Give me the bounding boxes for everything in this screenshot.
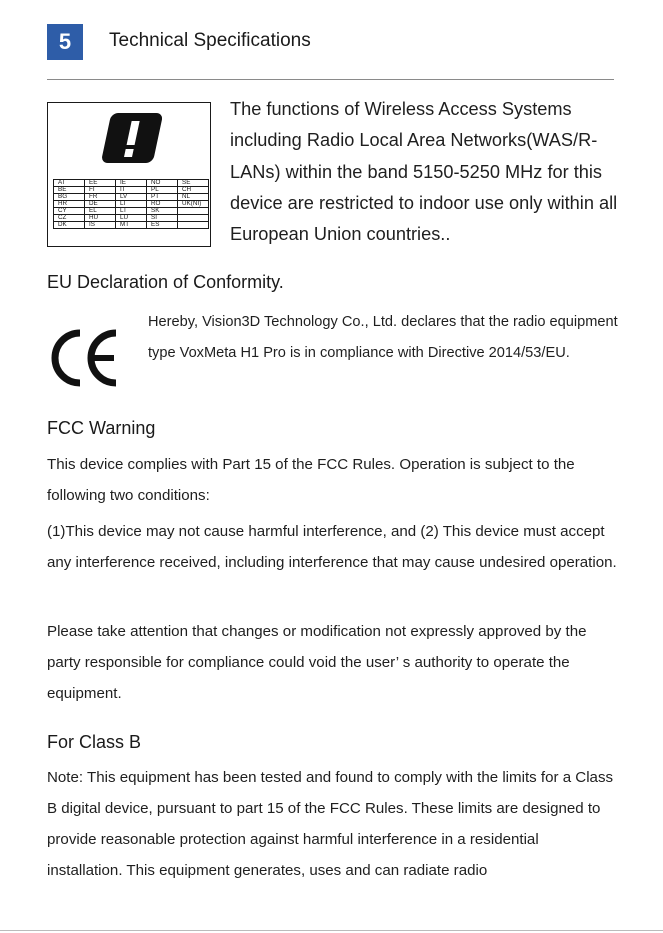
country-code-cell: IE bbox=[116, 180, 147, 187]
country-code-cell: LV bbox=[116, 194, 147, 201]
country-code-cell: UK(NI) bbox=[178, 201, 209, 208]
country-code-cell: LT bbox=[116, 208, 147, 215]
country-code-cell: CY bbox=[54, 208, 85, 215]
country-code-cell: ES bbox=[147, 222, 178, 229]
country-code-cell: BG bbox=[54, 194, 85, 201]
country-row bbox=[54, 222, 209, 229]
country-code-cell: MT bbox=[116, 222, 147, 229]
country-code-cell: LU bbox=[116, 215, 147, 222]
eu-declaration-heading: EU Declaration of Conformity. bbox=[47, 272, 284, 292]
page-bottom-rule bbox=[0, 930, 663, 931]
country-code-cell: DK bbox=[54, 222, 85, 229]
country-code-cell: IT bbox=[116, 187, 147, 194]
country-code-cell bbox=[178, 208, 209, 215]
fcc-warning-heading: FCC Warning bbox=[47, 418, 156, 438]
country-code-cell: NO bbox=[147, 180, 178, 187]
country-code-cell: CH bbox=[178, 187, 209, 194]
country-code-cell: HU bbox=[85, 215, 116, 222]
fcc-paragraph-modification: Please take attention that changes or modification not expressly approved by the party responsible for compliance could void the user’ s authority to operate the equipment. bbox=[47, 623, 587, 702]
indoor-use-warning-label bbox=[47, 102, 211, 247]
class-b-heading: For Class B bbox=[47, 732, 142, 752]
country-code-cell: PT bbox=[147, 194, 178, 201]
country-code-cell: AT bbox=[54, 180, 85, 187]
country-row bbox=[54, 201, 209, 208]
country-code-cell: FR bbox=[85, 194, 116, 201]
country-code-cell: RO bbox=[147, 201, 178, 208]
country-code-cell: HR bbox=[54, 201, 85, 208]
country-code-cell: EL bbox=[85, 208, 116, 215]
fcc-paragraph-compliance: This device complies with Part 15 of the FCC Rules. Operation is subject to the following two conditions: bbox=[47, 456, 575, 504]
country-code-cell: IS bbox=[85, 222, 116, 229]
section-number-badge: 5 bbox=[47, 24, 83, 60]
country-code-cell: FI bbox=[85, 187, 116, 194]
country-code-cell: SE bbox=[178, 180, 209, 187]
country-code-cell: SI bbox=[147, 215, 178, 222]
country-code-cell: DE bbox=[85, 201, 116, 208]
eu-declaration-text: Hereby, Vision3D Technology Co., Ltd. declares that the radio equipment type VoxMeta H1 Pro is in compliance with Directive 2014/53/EU. bbox=[148, 314, 618, 361]
section-header bbox=[47, 24, 617, 60]
country-code-cell: SK bbox=[147, 208, 178, 215]
country-code-cell: NL bbox=[178, 194, 209, 201]
header-divider bbox=[47, 79, 614, 80]
country-code-cell: EE bbox=[85, 180, 116, 187]
country-code-cell bbox=[178, 222, 209, 229]
country-code-cell bbox=[178, 215, 209, 222]
section-title: Technical Specifications bbox=[109, 30, 311, 51]
ce-mark-icon bbox=[47, 327, 119, 389]
country-code-cell: BE bbox=[54, 187, 85, 194]
country-code-cell: CZ bbox=[54, 215, 85, 222]
indoor-use-notice: The functions of Wireless Access Systems including Radio Local Area Networks(WAS/R-LANs) within the band 5150-5250 MHz for this device are restricted to indoor use only within all European Union countries.. bbox=[230, 99, 618, 245]
country-code-cell: LI bbox=[116, 201, 147, 208]
country-code-cell: PL bbox=[147, 187, 178, 194]
exclamation-warning-icon bbox=[98, 110, 162, 170]
country-table bbox=[53, 179, 209, 229]
country-row bbox=[54, 208, 209, 215]
country-row bbox=[54, 215, 209, 222]
fcc-paragraph-conditions: (1)This device may not cause harmful interference, and (2) This device must accept any interference received, including interference that may cause undesired operation. bbox=[47, 523, 617, 571]
class-b-note: Note: This equipment has been tested and found to comply with the limits for a Class B digital device, pursuant to part 15 of the FCC Rules. These limits are designed to provide reasonable protection against harmful interference in a residential installation. This equipment generates, uses and can radiate radio bbox=[47, 769, 614, 879]
